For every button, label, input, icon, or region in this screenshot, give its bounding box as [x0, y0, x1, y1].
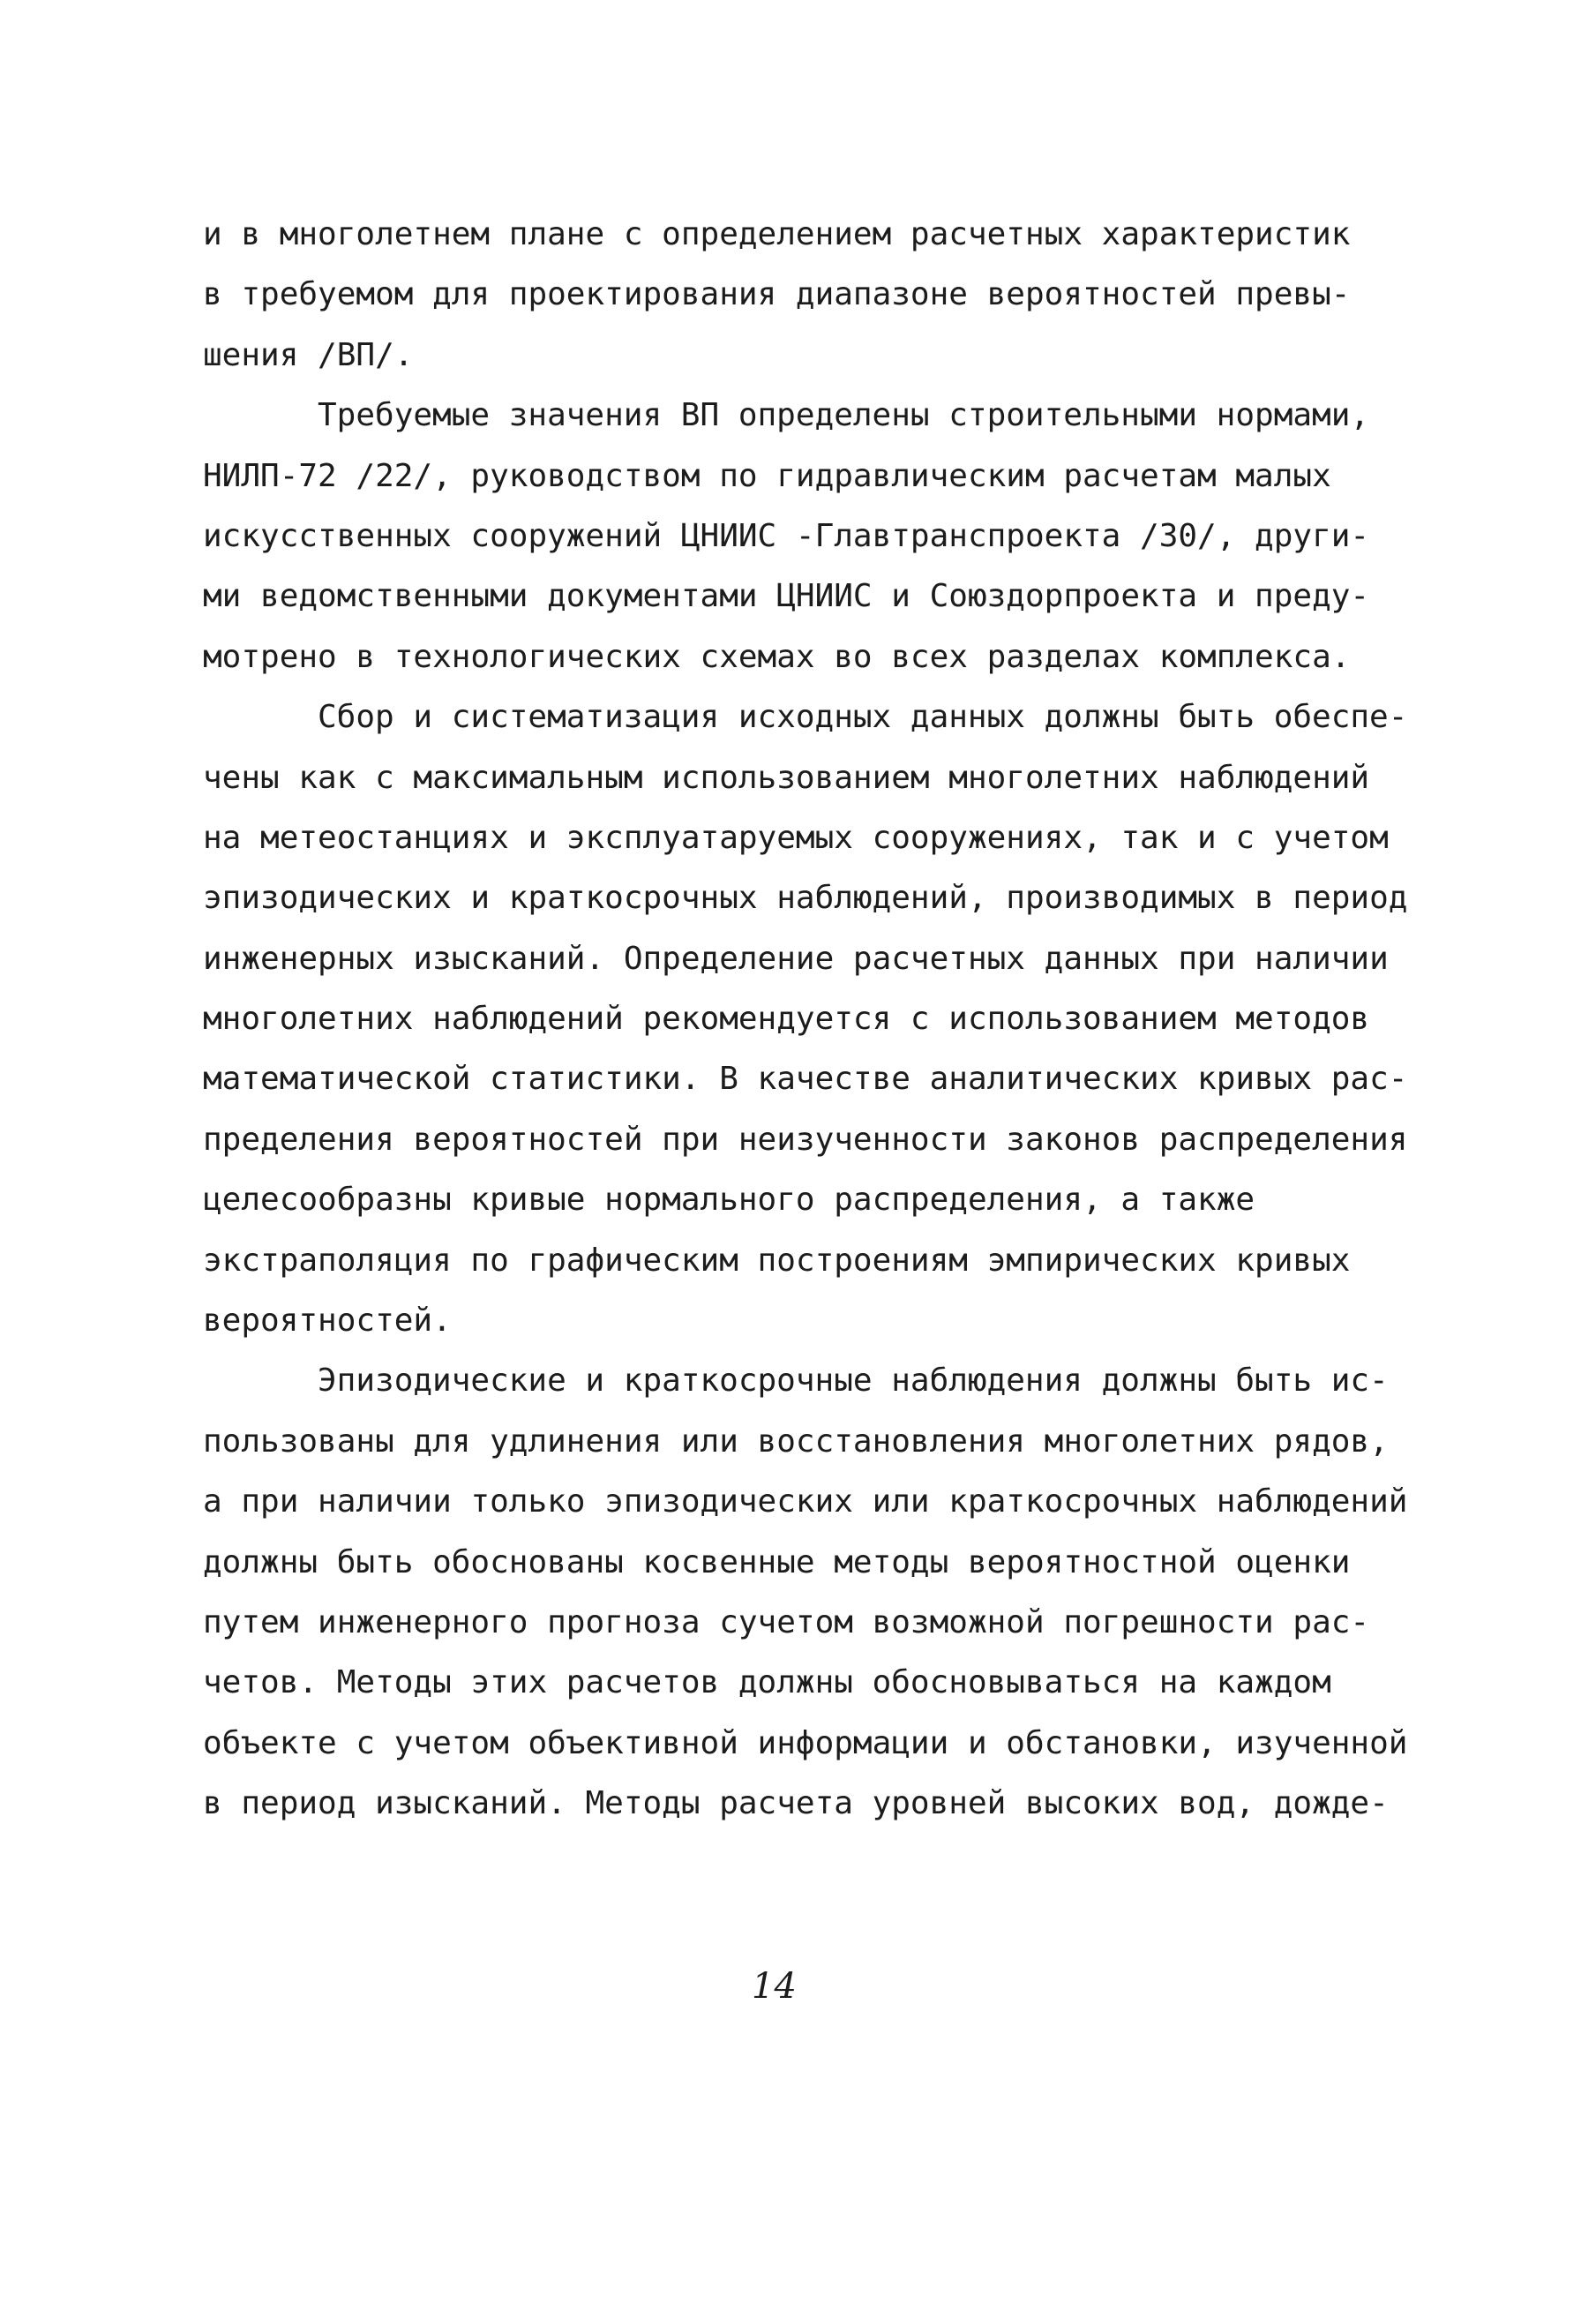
text-line-15: математической статистики. В качестве аналитических кривых рас-: [203, 1061, 1408, 1098]
text-line-2: в требуемом для проектирования диапазоне вероятностей превы-: [203, 276, 1351, 313]
text-line-18: экстраполяция по графическим построениям эмпирических кривых: [203, 1242, 1351, 1279]
text-line-20: Эпизодические и краткосрочные наблюдения должны быть ис-: [318, 1362, 1389, 1400]
text-line-12: эпизодических и краткосрочных наблюдений, производимых в период: [203, 880, 1408, 917]
text-line-9: Сбор и систематизация исходных данных должны быть обеспе-: [318, 699, 1408, 736]
text-line-13: инженерных изысканий. Определение расчетных данных при наличии: [203, 940, 1389, 977]
text-line-21: пользованы для удлинения или восстановления многолетних рядов,: [203, 1422, 1389, 1460]
text-line-8: мотрено в технологических схемах во всех разделах комплекса.: [203, 638, 1351, 675]
text-line-19: вероятностей.: [203, 1302, 452, 1340]
text-line-3: шения /ВП/.: [203, 336, 414, 373]
text-line-6: искусственных сооружений ЦНИИС -Главтранспроекта /30/, други-: [203, 517, 1370, 554]
text-line-26: объекте с учетом объективной информации и обстановки, изученной: [203, 1724, 1408, 1761]
text-line-7: ми ведомственными документами ЦНИИС и Союздорпроекта и преду-: [203, 578, 1370, 615]
text-line-27: в период изысканий. Методы расчета уровней высоких вод, дожде-: [203, 1785, 1389, 1822]
text-line-11: на метеостанциях и эксплуатаруемых сооружениях, так и с учетом: [203, 819, 1389, 856]
text-line-23: должны быть обоснованы косвенные методы вероятностной оценки: [203, 1543, 1351, 1580]
text-line-14: многолетних наблюдений рекомендуется с использованием методов: [203, 1001, 1370, 1038]
text-line-10: чены как с максимальным использованием многолетних наблюдений: [203, 759, 1370, 796]
text-line-5: НИЛП-72 /22/, руководством по гидравлическим расчетам малых: [203, 457, 1331, 494]
page-number: 14: [752, 1966, 797, 2007]
text-line-25: четов. Методы этих расчетов должны обосновываться на каждом: [203, 1664, 1331, 1701]
text-line-22: а при наличии только эпизодических или краткосрочных наблюдений: [203, 1483, 1408, 1520]
text-line-4: Требуемые значения ВП определены строительными нормами,: [318, 397, 1370, 434]
body-text: [203, 205, 1438, 1835]
text-line-17: целесообразны кривые нормального распределения, а также: [203, 1182, 1255, 1219]
text-line-1: и в многолетнем плане с определением расчетных характеристик: [203, 216, 1351, 252]
text-line-24: путем инженерного прогноза сучетом возможной погрешности рас-: [203, 1603, 1370, 1640]
text-line-16: пределения вероятностей при неизученности законов распределения: [203, 1121, 1408, 1158]
